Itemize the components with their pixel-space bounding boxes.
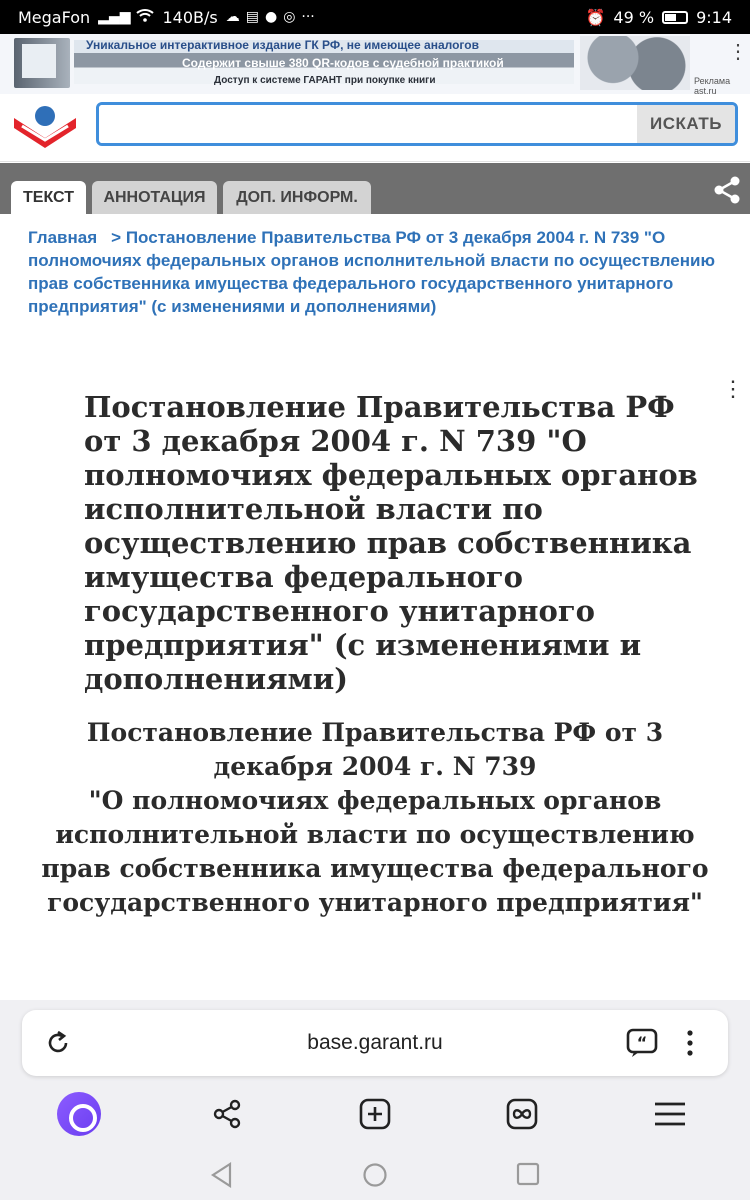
plus-square-icon[interactable] [353,1092,397,1136]
document-content [0,350,750,1000]
tab-annotation[interactable]: АННОТАЦИЯ [92,181,217,214]
ad-label: Реклама ast.ru [694,76,731,94]
battery-percent: 49 % [613,7,655,27]
wifi-icon [136,8,154,26]
status-bar [0,0,750,34]
share-icon[interactable] [205,1092,249,1136]
ad-more-icon[interactable]: ⋮ [728,41,748,63]
network-speed: 140B/s [162,7,218,27]
alice-icon[interactable] [57,1092,101,1136]
share-icon[interactable] [712,175,742,205]
breadcrumb-home-link[interactable]: Главная [28,228,98,247]
breadcrumb-separator: > [111,228,122,247]
tab-text[interactable]: ТЕКСТ [11,181,86,214]
ad-banner[interactable] [0,34,750,94]
document-subtitle-line-2: "О полномочиях федеральных органов исполнительной власти по осуществлению прав собственника имущества федерального государственного унитарного предприятия" [41,786,709,917]
chat-icon: ● [264,9,278,25]
ad-justice-statue-image [580,36,690,90]
more-vertical-icon[interactable] [684,1028,696,1058]
search-input[interactable] [99,105,637,143]
infinity-icon[interactable] [500,1092,544,1136]
menu-icon[interactable] [648,1092,692,1136]
recents-square-icon[interactable] [516,1162,540,1186]
clock: 9:14 [696,7,732,27]
address-bar[interactable] [22,1010,728,1076]
alarm-icon: ⏰ [585,7,606,27]
quote-icon[interactable] [626,1028,658,1058]
more-vertical-icon[interactable]: ⋮ [722,376,744,401]
tab-additional-info[interactable]: ДОП. ИНФОРМ. [223,181,371,214]
carrier-name: MegaFon [18,7,91,27]
more-notifications-icon: ··· [301,9,315,25]
browser-nav-row [0,1092,750,1142]
svg-text:“: “ [636,1033,648,1052]
ad-line-1: Уникальное интерактивное издание ГК РФ, не имеющее аналогов [86,38,479,52]
url-text[interactable]: base.garant.ru [307,1031,443,1054]
home-circle-icon[interactable] [362,1162,388,1188]
tab-bar [0,163,750,214]
breadcrumb [0,214,750,350]
garant-logo[interactable] [12,104,78,148]
system-navigation-bar [0,1152,750,1200]
ad-book-image [14,38,70,88]
browser-toolbar [0,1000,750,1200]
search-box [96,102,738,146]
document-title: Постановление Правительства РФ от 3 декабря 2004 г. N 739 "О полномочиях федеральных органов исполнительной власти по осуществлению прав собственника имущества федерального государственного унитарного предприятия" (с изменениями и дополнениями) [84,390,698,696]
site-header [0,94,750,162]
battery-icon [662,11,688,24]
document-subtitle [40,716,710,920]
viber-icon: ◎ [283,9,296,25]
document-subtitle-line-1: Постановление Правительства РФ от 3 декабря 2004 г. N 739 [86,718,664,781]
back-triangle-icon[interactable] [210,1162,234,1188]
ad-line-2: Содержит свыше 380 QR-кодов с судебной практикой [182,56,504,70]
search-button[interactable]: ИСКАТЬ [637,105,735,143]
signal-icon: ▂▄▆ [98,9,131,25]
cloud-icon: ☁ [225,9,240,25]
ad-line-3: Доступ к системе ГАРАНТ при покупке книги [214,75,436,86]
notification-icon: ▤ [245,9,259,25]
reload-icon[interactable] [44,1029,72,1057]
breadcrumb-current-link[interactable]: Постановление Правительства РФ от 3 декабря 2004 г. N 739 "О полномочиях федеральных органов исполнительной власти по осуществлению прав собственника имущества федерального государственного унитарного предприятия" (с изменениями и дополнениями) [28,228,715,316]
